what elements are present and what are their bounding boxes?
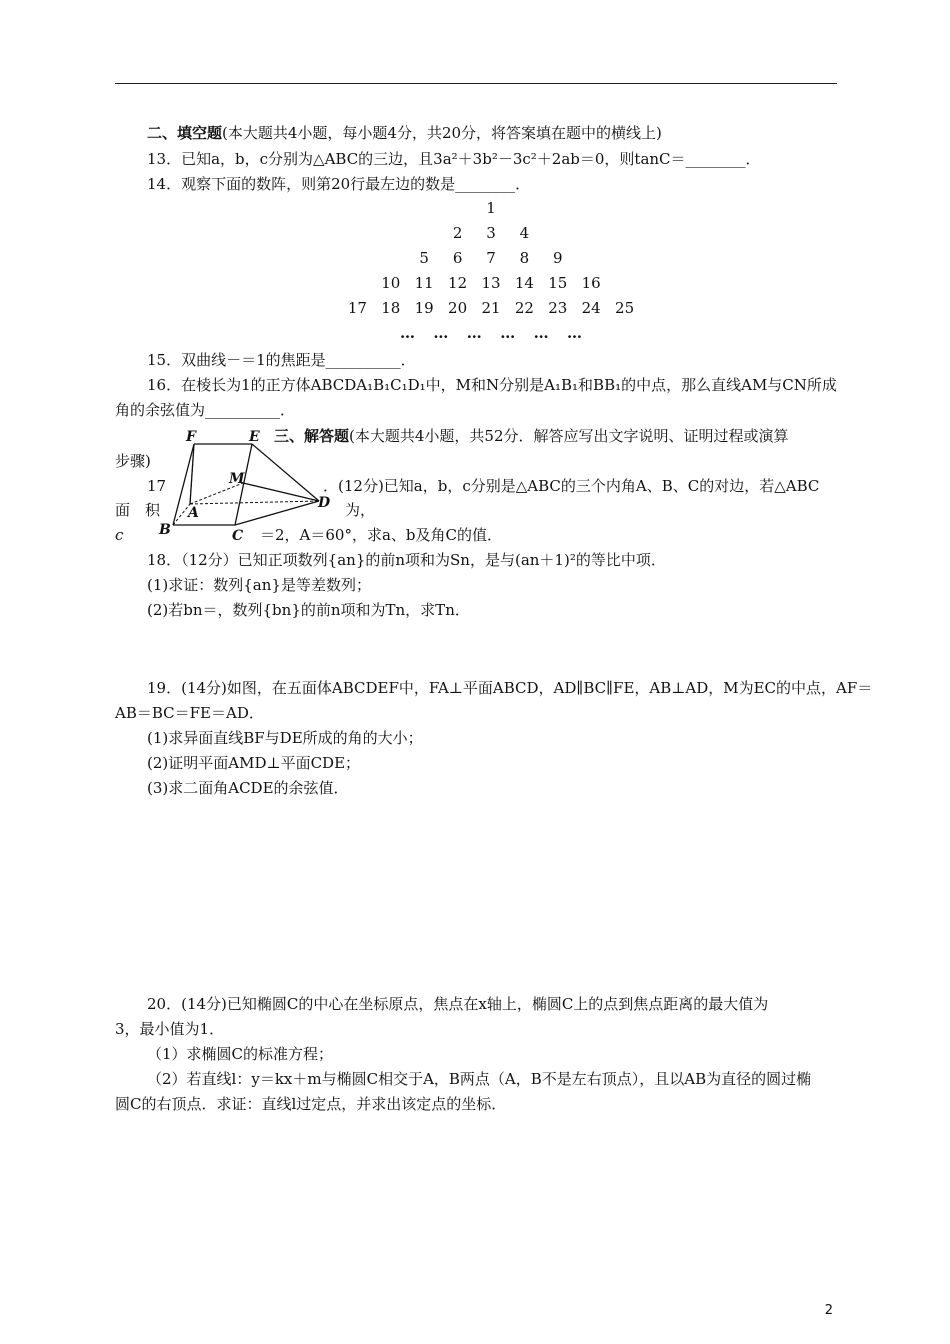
section2-title: 二、填空题 [147,124,223,142]
question-18-line2: (1)求证：数列{an}是等差数列； [147,576,371,594]
triangle-number: … [533,324,549,342]
triangle-row [0,224,950,246]
triangle-number: 17 [347,299,367,317]
triangle-number: 5 [419,249,429,267]
question-14: 14．观察下面的数阵，则第20行最左边的数是________． [147,175,531,193]
triangle-number: 4 [519,224,530,242]
triangle-number: 3 [486,224,496,242]
triangle-number: … [567,324,582,342]
triangle-number: 1 [486,199,496,217]
label-B: B [159,522,171,538]
triangle-number: 21 [481,299,501,317]
question-18-line1: 18．（12分）已知正项数列{an}的前n项和为Sn，是与(an＋1)²的等比中项． [147,551,666,569]
triangle-number: 10 [381,274,401,292]
triangle-number: 12 [448,274,468,292]
question-16-line2: 角的余弦值为__________． [115,401,296,419]
triangle-number: 6 [452,249,463,267]
section3-title: 三、解答题 [274,427,350,445]
question-17-line3: ＝2，A＝60°，求a、b及角C的值． [260,526,502,544]
triangle-number: … [500,324,516,342]
question-17-num: 17 [147,477,167,495]
triangle-number: 23 [548,299,568,317]
label-C: C [232,528,244,544]
triangle-number: … [400,324,415,342]
triangle-number: 16 [581,274,601,292]
label-E: E [249,429,260,445]
triangle-number: 25 [615,299,635,317]
question-20-line1: 20．(14分)已知椭圆C的中心在坐标原点，焦点在x轴上，椭圆C上的点到焦点距离的最大值为 [147,995,769,1013]
question-20-line2: 3，最小值为1． [115,1020,225,1038]
section3-desc-line2: 步骤) [115,452,151,470]
triangle-number: 18 [381,299,401,317]
question-19-line1: 19．(14分)如图，在五面体ABCDEF中，FA⊥平面ABCD，AD∥BC∥FE，AB⊥AD，M为EC的中点，AF＝ [147,679,873,697]
triangle-number: 9 [553,249,563,267]
question-17-area: 面 积 [115,501,161,519]
label-A: A [188,505,199,521]
triangle-number: 7 [486,249,496,267]
triangle-row [0,274,950,296]
question-18-line3: (2)若bn＝，数列{bn}的前n项和为Tn，求Tn． [147,601,470,619]
question-20-line5: 圆C的右顶点．求证：直线l过定点，并求出该定点的坐标． [115,1095,507,1113]
page-number: 2 [824,1303,833,1318]
question-16-line1: 16．在棱长为1的正方体ABCDA₁B₁C₁D₁中，M和N分别是A₁B₁和BB₁的中点，那么直线AM与CN所成 [147,376,837,394]
triangle-number: 2 [452,224,463,242]
label-F: F [186,429,196,445]
question-19-line2: AB＝BC＝FE＝AD． [115,704,264,722]
triangle-row [0,299,950,321]
question-20-line3: （1）求椭圆C的标准方程； [147,1045,334,1063]
triangle-number: 8 [519,249,530,267]
question-17-line1: ．(12分)已知a，b，c分别是△ABC的三个内角A、B、C的对边，若△ABC [323,477,820,495]
question-19-line3: (1)求异面直线BF与DE所成的角的大小； [147,729,423,747]
question-19-line5: (3)求二面角ACDE的余弦值． [147,779,349,797]
triangle-number: 13 [481,274,501,292]
section2-heading [147,123,662,143]
triangle-row [0,199,950,221]
triangle-row [0,249,950,271]
triangle-number: 22 [514,299,534,317]
triangle-number: … [433,324,449,342]
question-17-wei: 为， [345,501,376,519]
triangle-number: 15 [548,274,568,292]
triangle-number: 19 [414,299,434,317]
triangle-number: 11 [414,274,434,292]
header-rule [115,83,837,84]
triangle-number: 24 [581,299,601,317]
label-M: M [229,471,245,487]
section2-desc: (本大题共4小题，每小题4分，共20分，将答案填在题中的横线上) [222,124,662,142]
section3-heading [274,426,789,446]
question-17-c: c [115,526,124,544]
label-D: D [318,495,331,511]
question-19-line4: (2)证明平面AMD⊥平面CDE； [147,754,361,772]
question-15: 15．双曲线－＝1的焦距是__________． [147,351,416,369]
triangle-number: 14 [514,274,534,292]
triangle-row [0,324,950,346]
triangle-number: 20 [448,299,468,317]
question-13: 13．已知a，b，c分别为△ABC的三边，且3a²＋3b²－3c²＋2ab＝0，则tanC＝________． [147,150,761,168]
section3-desc: (本大题共4小题，共52分．解答应写出文字说明、证明过程或演算 [349,427,789,445]
triangle-number: … [466,324,482,342]
question-20-line4: （2）若直线l：y＝kx＋m与椭圆C相交于A，B两点（A，B不是左右顶点），且以AB为直径的圆过椭 [147,1070,812,1088]
